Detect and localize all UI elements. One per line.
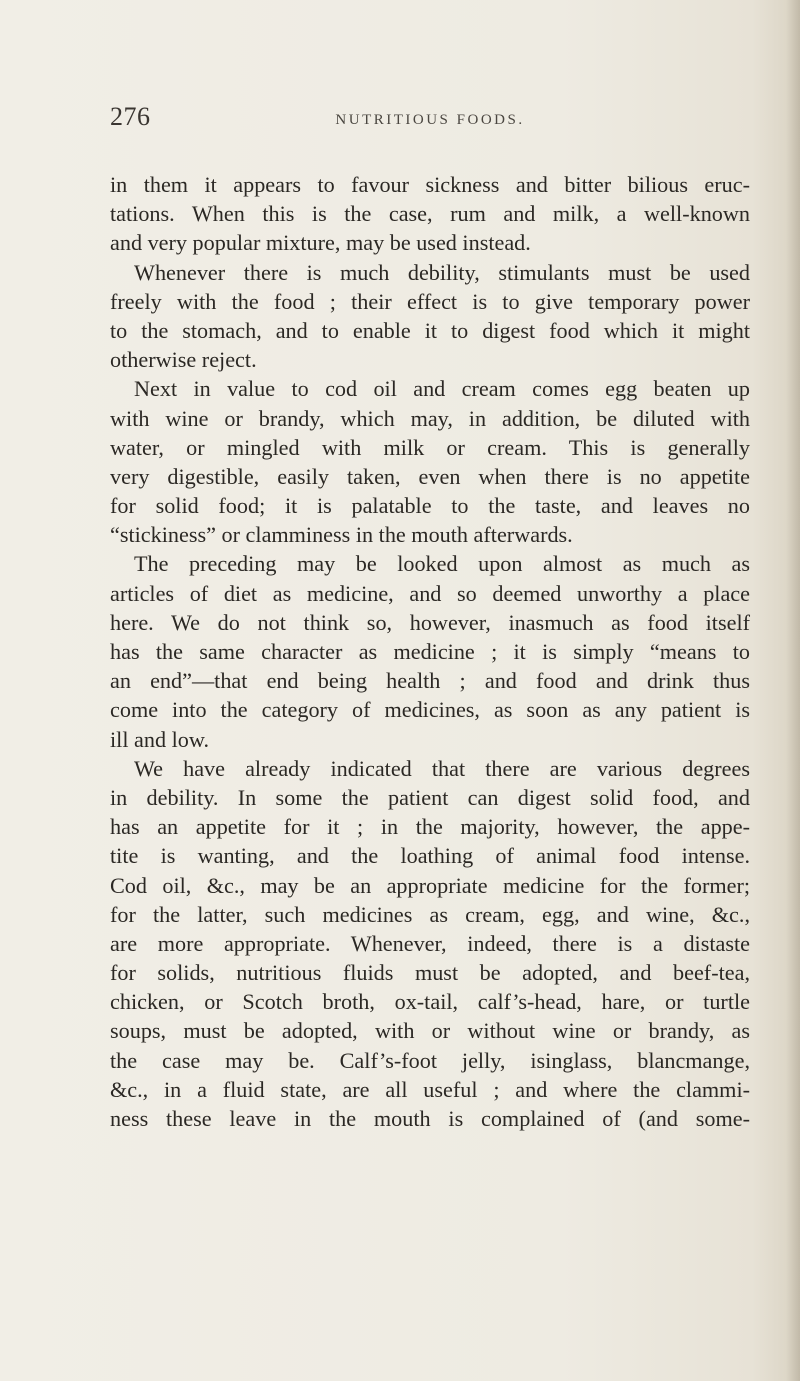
text-line: We have already indicated that there are various degrees	[134, 755, 750, 781]
text-line: Whenever there is much debility, stimulants must be used	[134, 259, 750, 285]
text-line: has an appetite for it ; in the majority, however, the appe-	[110, 814, 750, 840]
body-text	[110, 170, 750, 1133]
text-line: come into the category of medicines, as soon as any patient is	[110, 697, 750, 723]
running-head: NUTRITIOUS FOODS.	[335, 112, 525, 128]
text-line: soups, must be adopted, with or without wine or brandy, as	[110, 1018, 750, 1044]
text-line: has the same character as medicine ; it is simply “means to	[110, 639, 750, 664]
page-edge-shadow	[786, 0, 800, 1381]
text-line: to the stomach, and to enable it to digest food which it might	[110, 317, 750, 343]
text-line: Next in value to cod oil and cream comes egg beaten up	[134, 376, 750, 402]
text-line: articles of diet as medicine, and so deemed unworthy a place	[110, 580, 750, 606]
text-line: in them it appears to favour sickness and bitter bilious eruc-	[110, 172, 750, 197]
text-line: the case may be. Calf’s-foot jelly, isinglass, blancmange,	[110, 1047, 750, 1073]
text-line: tations. When this is the case, rum and milk, a well-known	[110, 201, 750, 227]
text-line: &c., in a fluid state, are all useful ; and where the clammi-	[110, 1076, 750, 1102]
text-line: with wine or brandy, which may, in addition, be diluted with	[110, 405, 750, 431]
text-line: are more appropriate. Whenever, indeed, there is a distaste	[110, 930, 750, 956]
text-line: in debility. In some the patient can digest solid food, and	[110, 784, 750, 810]
text-line: tite is wanting, and the loathing of animal food intense.	[110, 843, 750, 869]
text-line: “stickiness” or clamminess in the mouth afterwards.	[110, 522, 573, 548]
text-line: ill and low.	[110, 726, 210, 752]
page-number: 276	[110, 102, 151, 131]
text-line: very digestible, easily taken, even when there is no appetite	[110, 463, 750, 489]
text-line: and very popular mixture, may be used instead.	[110, 230, 531, 256]
text-line: ness these leave in the mouth is complained of (and some-	[110, 1106, 750, 1131]
text-line: water, or mingled with milk or cream. This is generally	[110, 434, 750, 460]
text-line: an end”—that end being health ; and food and drink thus	[110, 668, 750, 694]
text-line: for solids, nutritious fluids must be adopted, and beef-tea,	[110, 960, 750, 986]
text-line: freely with the food ; their effect is to give temporary power	[110, 288, 750, 314]
text-line: The preceding may be looked upon almost as much as	[134, 551, 750, 577]
page-header	[110, 96, 750, 140]
text-line: for the latter, such medicines as cream, egg, and wine, &c.,	[110, 901, 750, 927]
text-line: Cod oil, &c., may be an appropriate medicine for the former;	[110, 872, 750, 898]
text-line: here. We do not think so, however, inasmuch as food itself	[110, 609, 750, 635]
text-line: for solid food; it is palatable to the taste, and leaves no	[110, 493, 750, 519]
text-line: chicken, or Scotch broth, ox-tail, calf’s-head, hare, or turtle	[110, 989, 750, 1015]
text-line: otherwise reject.	[110, 347, 257, 373]
